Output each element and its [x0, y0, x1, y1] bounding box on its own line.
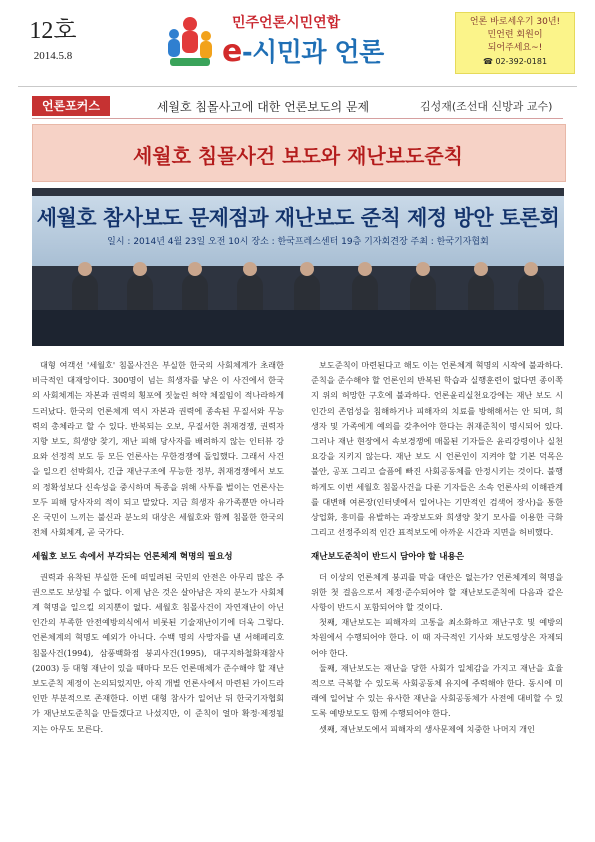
promo-line-2: 민언련 회원이 [487, 30, 543, 40]
article-paragraph: 둘째, 재난보도는 재난을 당한 사회가 일체감을 가지고 재난을 효율적으로 극복할 수 있도록 사회공동체 유지에 주력해야 한다. 동시에 미래에 일어날 수 있는 유사한 재난을 사회공동체가 사전에 대비할 수 있도록 예방보도도 함께 수행되어야 한다. [311, 662, 563, 719]
panelist [294, 274, 320, 314]
article-paragraph: 첫째, 재난보도는 피해자의 고통을 최소화하고 재난구호 및 예방의 차원에서 수행되어야 한다. 이 때 자극적인 기사와 보도영상은 자제되어야 한다. [311, 617, 563, 658]
article-author: 김성재(조선대 신방과 교수) [420, 100, 553, 113]
article-paragraph: 보도준칙이 마련된다고 해도 이는 언론체계 혁명의 시작에 불과하다. 준칙을 준수해야 할 언론인의 반복된 학습과 실행훈련이 없다면 종이쪽지 위의 허망한 구호에 불과하다. 언론윤리실천요강에는 재난 보도 시 인간의 존엄성을 침해하거나 피해자의 치료를 방해해서는 안 되며, 희생자 및 가족에게 예의를 갖추어야 한다는 취재준칙이 명시되어 있다. 그러나 재난 현장에서 속보경쟁에 매몰된 기자들은 윤리강령이나 실천요강을 지키지 않는다. 재난 보도 시 언론인이 지켜야 할 기본 덕목은 불안, 공포 그리고 슬픔에 빠진 사회공동체를 안정시키는 것이다. 불행하게도 이번 세월호 침몰사건을 다룬 기자들은 소속 언론사의 이해관계를 대변해 여론장(인터넷에서 일어나는 기만적인 검색어 장사)을 통한 상업화, 흥미를 유발하는 과장보도와 희생양 찾기 모사를 이용한 극화 그리고 선정주의적 인간 표적보도에 아까운 시간과 지면을 허비했다. [311, 360, 563, 538]
article-paragraph: 더 이상의 언론체계 붕괴를 막을 대안은 없는가? 언론체계의 혁명을 위한 첫 걸음으로서 제정·준수되어야 할 재난보도준칙에 다음과 같은 사항이 반드시 포함되어야 할 것이다. [311, 571, 563, 613]
organization-logo [160, 12, 220, 72]
article-subheading: 재난보도준칙이 반드시 담아야 할 내용은 [311, 552, 465, 563]
panelist [182, 274, 208, 314]
promo-line-3: 되어주세요~! [487, 43, 543, 53]
promo-phone: ☎ 02-392-0181 [482, 57, 548, 66]
panelist [72, 274, 98, 314]
article-paragraph: 권력과 유착된 부실한 돈에 떠밀려된 국민의 안전은 아무리 많은 주권으로도 보상될 수 없다. 이제 남은 것은 살아남은 자의 분노가 사회체계 혁명을 일으킬 의지뿐이 없다. 세월호 침몰사건이 자연재난이 아닌 인간의 부족한 안전예방의식에서 비롯된 기술재난이기에 더욱 그렇다. 언론체계의 혁명도 예외가 아니다. 수백 명의 사망자를 낸 서해페리호 침몰사건(1994), 삼풍백화점 붕괴사건(1995), 대구지하철화재참사(2003) 등 대형 재난이 있을 때마다 모든 언론매체가 준수해야 할 재난보도준칙 제정이 논의되었지만, 아직 개별 언론사에서 마련된 가이드라인만 부분적으로 존재한다. 이번 대형 참사가 일어난 뒤 한국기자협회가 재난보도준칙을 만들겠다고 나섰지만, 이 준칙이 얼마 확정·제정될지는 아무도 모른다. [32, 571, 284, 734]
section-title: 세월호 침몰사고에 대한 언론보도의 문제 [156, 100, 370, 114]
forum-photo [32, 188, 564, 346]
panelist [237, 274, 263, 314]
issue-box [18, 18, 88, 62]
masthead-text: -시민과 언론 [241, 38, 384, 68]
panel-table [32, 310, 564, 346]
organization-name: 민주언론시민연합 [232, 15, 341, 31]
article-paragraph: 셋째, 재난보도에서 피해자의 생사문제에 치중한 나머지 개인 [319, 723, 535, 734]
panelist [127, 274, 153, 314]
article-headline: 세월호 침몰사건 보도와 재난보도준칙 [132, 144, 463, 168]
section-divider [32, 118, 563, 119]
article-column-right [311, 358, 563, 737]
issue-date: 2014.5.8 [33, 50, 73, 62]
article-column-left [32, 358, 284, 737]
panelist [410, 274, 436, 314]
panelist [518, 274, 544, 314]
article-subheading: 세월호 보도 속에서 부각되는 언론체계 혁명의 필요성 [32, 552, 233, 563]
issue-number: 12호 [29, 18, 77, 44]
newsletter-title [222, 32, 384, 69]
header-divider [18, 86, 577, 87]
forum-banner-title: 세월호 참사보도 문제점과 재난보도 준칙 제정 방안 토론회 [36, 206, 560, 230]
panelist [468, 274, 494, 314]
forum-banner-subtitle: 일시 : 2014년 4월 23일 오전 10시 장소 : 한국프레스센터 19층 기자회견장 주최 : 한국기자협회 [107, 237, 489, 247]
masthead-e: e [222, 34, 242, 69]
panelist [352, 274, 378, 314]
promo-line-1: 언론 바로세우기 30년! [469, 17, 561, 27]
membership-promo-note [455, 12, 575, 74]
article-paragraph: 대형 여객선 '세월호' 침몰사건은 부실한 한국의 사회체계가 초래한 비극적인 대재앙이다. 300명이 넘는 희생자를 낳은 이 사건에서 한국의 사회체계는 자본과 권력의 횡포에 짓눌린 허약 체질임이 적나라하게 드러났다. 한국의 언론체계 역시 자본과 권력에 종속된 무질서와 무능력의 총체라고 할 수 있다. 반복되는 오보, 무질서한 취재경쟁, 권력자 지향 보도, 희생양 찾기, 재난 피해 당사자를 배려하지 않는 인터뷰 강요와 선정적 보도 등 모든 언론사는 무한경쟁에 돌입했다. 그래서 사건을 일으킨 선박회사, 긴급 재난구조에 무능한 정부, 취재경쟁에서 보도의 정확성보다 신속성을 중시하며 특종을 위해 사투를 벌이는 언론사는 모두 피해 당사자의 적이 되고 말았다. 지금 희생자 유가족뿐만 아니라 온 국민이 느끼는 불신과 분노의 대상은 세월호와 함께 침몰한 한국의 전체 사회체계, 곧 국가다. [32, 360, 284, 538]
section-tag: 언론포커스 [32, 96, 110, 116]
